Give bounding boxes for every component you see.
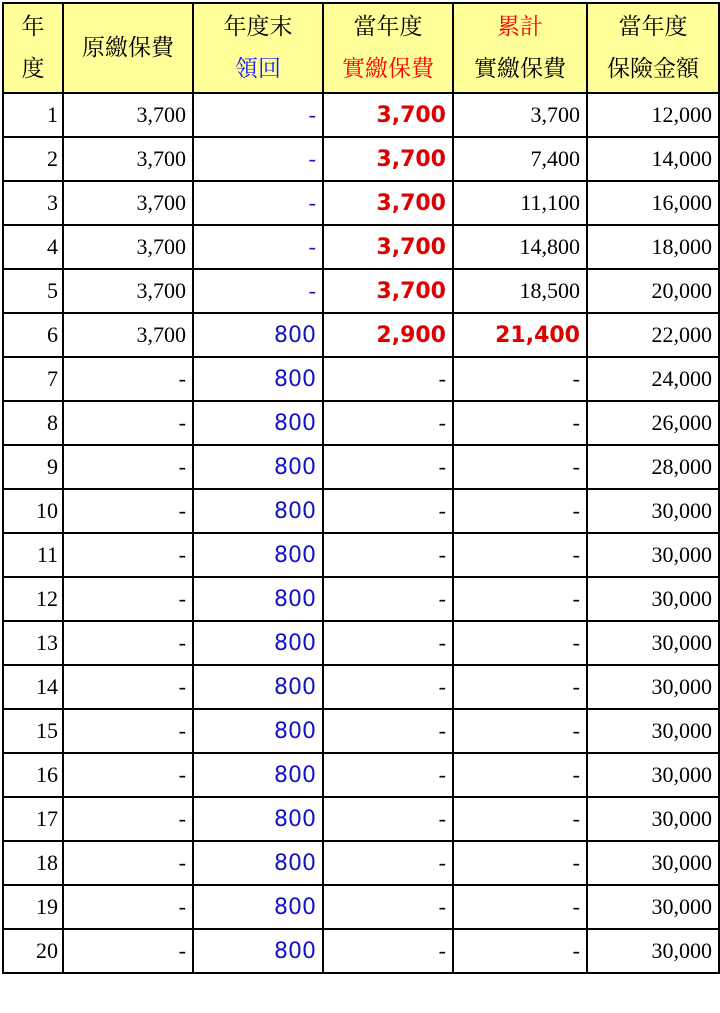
cell-current-insured-amount [587,797,719,841]
cell-current-actual-premium-value: - [438,410,446,435]
cell-cumulative-actual-premium [453,753,587,797]
header-original-premium [63,3,193,93]
cell-current-insured-amount [587,313,719,357]
cell-original-premium [63,445,193,489]
cell-current-actual-premium-value: 3,700 [376,235,446,260]
cell-original-premium-value: - [178,718,186,743]
cell-year-end-refund-value: 800 [274,411,316,436]
header-original-premium-label: 原繳保費 [82,35,174,61]
cell-year-value: 2 [47,146,58,171]
cell-cumulative-actual-premium [453,357,587,401]
cell-original-premium [63,357,193,401]
cell-original-premium-value: 3,700 [136,278,186,303]
cell-year-end-refund-value: 800 [274,851,316,876]
cell-current-insured-amount-value: 30,000 [651,586,712,611]
cell-year [3,533,63,577]
cell-cumulative-actual-premium [453,797,587,841]
table-row [3,577,719,621]
cell-original-premium-value: 3,700 [136,190,186,215]
table-row [3,533,719,577]
header-current-insured-amount [587,3,719,93]
cell-cumulative-actual-premium-value: - [572,366,580,391]
cell-original-premium-value: - [178,894,186,919]
cell-year-value: 9 [47,454,58,479]
cell-year-end-refund [193,885,323,929]
cell-cumulative-actual-premium [453,181,587,225]
cell-year-end-refund-value: 800 [274,719,316,744]
cell-cumulative-actual-premium [453,577,587,621]
cell-cumulative-actual-premium-value: - [572,630,580,655]
cell-year [3,709,63,753]
header-cumulative-line2: 實繳保費 [474,56,566,82]
cell-current-actual-premium [323,885,453,929]
cell-cumulative-actual-premium-value: - [572,850,580,875]
cell-year-value: 11 [36,542,58,567]
cell-original-premium-value: 3,700 [136,102,186,127]
cell-year [3,621,63,665]
cell-original-premium [63,753,193,797]
cell-current-actual-premium [323,797,453,841]
cell-cumulative-actual-premium [453,401,587,445]
cell-original-premium [63,225,193,269]
cell-current-actual-premium-value: - [438,762,446,787]
header-year-end-refund-line1: 年度末 [223,14,293,40]
cell-year-end-refund-value: - [308,278,316,303]
cell-current-insured-amount [587,533,719,577]
cell-current-actual-premium [323,929,453,973]
cell-current-insured-amount-value: 16,000 [651,190,712,215]
header-year [3,3,63,93]
cell-current-actual-premium [323,841,453,885]
cell-current-actual-premium [323,709,453,753]
cell-current-actual-premium-value: - [438,718,446,743]
cell-current-actual-premium-value: 3,700 [376,191,446,216]
cell-original-premium [63,181,193,225]
cell-cumulative-actual-premium-value: 3,700 [530,102,580,127]
cell-original-premium-value: - [178,586,186,611]
cell-cumulative-actual-premium-value: - [572,498,580,523]
cell-current-actual-premium [323,621,453,665]
cell-current-insured-amount [587,929,719,973]
cell-current-insured-amount [587,489,719,533]
cell-original-premium-value: - [178,454,186,479]
table-row [3,225,719,269]
cell-year-end-refund [193,797,323,841]
cell-current-actual-premium-value: - [438,586,446,611]
cell-year-value: 13 [36,630,58,655]
cell-year-end-refund [193,313,323,357]
cell-year-end-refund-value: 800 [274,939,316,964]
cell-year-end-refund [193,225,323,269]
cell-cumulative-actual-premium-value: - [572,674,580,699]
cell-cumulative-actual-premium-value: 21,400 [495,323,580,348]
cell-original-premium [63,533,193,577]
table-row [3,709,719,753]
cell-current-insured-amount [587,181,719,225]
table-row [3,665,719,709]
table-row [3,313,719,357]
cell-current-actual-premium-value: - [438,542,446,567]
table-row [3,93,719,137]
cell-cumulative-actual-premium-value: - [572,586,580,611]
header-cumulative-line1: 累計 [497,14,543,40]
cell-cumulative-actual-premium [453,533,587,577]
header-year-end-refund-line2: 領回 [235,56,281,82]
cell-year-value: 10 [36,498,58,523]
cell-original-premium-value: 3,700 [136,322,186,347]
cell-year-value: 20 [36,938,58,963]
table-row [3,621,719,665]
header-current-actual-premium-line2: 實繳保費 [342,56,434,82]
cell-original-premium [63,489,193,533]
header-insured-line2: 保險金額 [607,56,699,82]
cell-cumulative-actual-premium [453,665,587,709]
cell-original-premium-value: - [178,938,186,963]
cell-original-premium-value: - [178,630,186,655]
cell-original-premium [63,885,193,929]
cell-year-end-refund-value: 800 [274,763,316,788]
cell-current-insured-amount [587,577,719,621]
cell-current-insured-amount-value: 22,000 [651,322,712,347]
cell-current-actual-premium-value: - [438,806,446,831]
cell-cumulative-actual-premium-value: - [572,718,580,743]
cell-cumulative-actual-premium-value: 14,800 [519,234,580,259]
table-row [3,357,719,401]
cell-cumulative-actual-premium-value: - [572,806,580,831]
cell-current-actual-premium [323,665,453,709]
cell-cumulative-actual-premium-value: - [572,762,580,787]
cell-current-actual-premium [323,753,453,797]
cell-current-insured-amount-value: 24,000 [651,366,712,391]
cell-year-end-refund [193,533,323,577]
cell-cumulative-actual-premium-value: - [572,894,580,919]
cell-year-end-refund-value: 800 [274,631,316,656]
cell-year-end-refund [193,93,323,137]
cell-current-actual-premium [323,533,453,577]
cell-current-insured-amount-value: 26,000 [651,410,712,435]
cell-year [3,137,63,181]
cell-current-actual-premium-value: - [438,674,446,699]
cell-cumulative-actual-premium [453,269,587,313]
cell-original-premium [63,709,193,753]
cell-year-value: 4 [47,234,58,259]
cell-current-actual-premium-value: 2,900 [376,323,446,348]
cell-year-value: 16 [36,762,58,787]
cell-year [3,797,63,841]
cell-current-actual-premium-value: - [438,850,446,875]
cell-current-actual-premium-value: - [438,938,446,963]
cell-current-insured-amount [587,709,719,753]
cell-current-insured-amount-value: 12,000 [651,102,712,127]
cell-cumulative-actual-premium [453,93,587,137]
cell-year-end-refund-value: 800 [274,323,316,348]
cell-year [3,357,63,401]
cell-current-actual-premium [323,93,453,137]
cell-year-end-refund-value: 800 [274,499,316,524]
cell-cumulative-actual-premium [453,313,587,357]
cell-current-insured-amount [587,753,719,797]
cell-year-end-refund [193,709,323,753]
cell-current-insured-amount [587,137,719,181]
cell-year-value: 3 [47,190,58,215]
cell-year [3,577,63,621]
cell-original-premium-value: - [178,542,186,567]
cell-year-end-refund [193,665,323,709]
cell-cumulative-actual-premium-value: - [572,454,580,479]
cell-original-premium-value: - [178,674,186,699]
cell-year-value: 5 [47,278,58,303]
cell-year [3,841,63,885]
cell-original-premium [63,841,193,885]
cell-current-insured-amount-value: 30,000 [651,674,712,699]
cell-current-insured-amount-value: 30,000 [651,894,712,919]
cell-current-insured-amount [587,93,719,137]
cell-cumulative-actual-premium-value: - [572,938,580,963]
cell-original-premium-value: - [178,410,186,435]
cell-year-end-refund [193,621,323,665]
cell-year-value: 7 [47,366,58,391]
cell-current-actual-premium-value: 3,700 [376,279,446,304]
cell-cumulative-actual-premium [453,885,587,929]
cell-current-insured-amount [587,357,719,401]
header-year-line1: 年 [21,14,45,40]
cell-current-insured-amount-value: 30,000 [651,938,712,963]
table-row [3,885,719,929]
header-insured-line1: 當年度 [618,14,688,40]
table-row [3,841,719,885]
cell-original-premium-value: - [178,762,186,787]
cell-year [3,753,63,797]
cell-current-actual-premium-value: - [438,894,446,919]
cell-year [3,885,63,929]
cell-year-end-refund-value: - [308,234,316,259]
header-current-actual-premium-line1: 當年度 [353,14,423,40]
cell-current-actual-premium-value: - [438,630,446,655]
cell-cumulative-actual-premium [453,445,587,489]
table-row [3,797,719,841]
table-row [3,181,719,225]
cell-year-value: 12 [36,586,58,611]
cell-year [3,489,63,533]
premium-schedule-table [2,2,720,974]
table-body [3,93,719,973]
cell-original-premium-value: - [178,806,186,831]
cell-current-actual-premium-value: - [438,454,446,479]
cell-current-actual-premium [323,181,453,225]
cell-current-insured-amount [587,269,719,313]
cell-year-end-refund [193,445,323,489]
cell-year-end-refund-value: - [308,146,316,171]
cell-year-end-refund-value: - [308,190,316,215]
cell-year-value: 14 [36,674,58,699]
table-row [3,445,719,489]
cell-current-actual-premium-value: 3,700 [376,103,446,128]
cell-current-insured-amount [587,665,719,709]
cell-cumulative-actual-premium [453,841,587,885]
cell-year-end-refund [193,577,323,621]
cell-current-actual-premium-value: 3,700 [376,147,446,172]
cell-current-insured-amount-value: 30,000 [651,542,712,567]
cell-year-end-refund-value: - [308,102,316,127]
cell-year [3,401,63,445]
table-header [3,3,719,93]
cell-year [3,445,63,489]
cell-year-end-refund [193,137,323,181]
cell-current-actual-premium [323,577,453,621]
cell-current-insured-amount-value: 20,000 [651,278,712,303]
table-row [3,489,719,533]
cell-original-premium [63,401,193,445]
cell-cumulative-actual-premium [453,929,587,973]
cell-current-actual-premium [323,137,453,181]
cell-original-premium-value: 3,700 [136,146,186,171]
cell-year [3,665,63,709]
cell-current-insured-amount [587,401,719,445]
header-year-end-refund [193,3,323,93]
cell-cumulative-actual-premium [453,621,587,665]
cell-original-premium [63,797,193,841]
cell-current-actual-premium-value: - [438,498,446,523]
cell-current-actual-premium [323,225,453,269]
cell-current-insured-amount-value: 30,000 [651,630,712,655]
cell-current-actual-premium-value: - [438,366,446,391]
cell-year-end-refund [193,489,323,533]
cell-year-value: 8 [47,410,58,435]
header-year-line2: 度 [21,56,45,82]
cell-year [3,181,63,225]
cell-year-end-refund [193,357,323,401]
cell-current-actual-premium [323,401,453,445]
cell-year [3,93,63,137]
cell-cumulative-actual-premium-value: 18,500 [519,278,580,303]
cell-original-premium-value: - [178,498,186,523]
cell-current-insured-amount-value: 30,000 [651,718,712,743]
cell-year-end-refund-value: 800 [274,587,316,612]
cell-original-premium [63,313,193,357]
cell-year-value: 17 [36,806,58,831]
cell-year [3,269,63,313]
cell-year-end-refund-value: 800 [274,807,316,832]
cell-original-premium-value: - [178,850,186,875]
cell-current-insured-amount [587,841,719,885]
cell-year [3,929,63,973]
cell-year-value: 15 [36,718,58,743]
cell-cumulative-actual-premium-value: - [572,542,580,567]
cell-year-end-refund [193,269,323,313]
cell-original-premium [63,665,193,709]
table-row [3,753,719,797]
cell-year-end-refund [193,181,323,225]
cell-cumulative-actual-premium [453,225,587,269]
cell-cumulative-actual-premium-value: 7,400 [530,146,580,171]
cell-current-insured-amount [587,445,719,489]
cell-year-value: 1 [47,102,58,127]
cell-current-actual-premium [323,445,453,489]
cell-current-actual-premium [323,357,453,401]
cell-original-premium [63,621,193,665]
cell-original-premium [63,137,193,181]
cell-year-end-refund-value: 800 [274,675,316,700]
cell-cumulative-actual-premium [453,489,587,533]
cell-cumulative-actual-premium-value: 11,100 [520,190,580,215]
cell-current-insured-amount-value: 30,000 [651,806,712,831]
cell-current-insured-amount-value: 30,000 [651,498,712,523]
header-cumulative-actual-premium [453,3,587,93]
table-row [3,269,719,313]
cell-year-end-refund [193,401,323,445]
cell-year-end-refund [193,753,323,797]
cell-year-value: 19 [36,894,58,919]
cell-year-end-refund-value: 800 [274,455,316,480]
cell-original-premium [63,577,193,621]
cell-cumulative-actual-premium-value: - [572,410,580,435]
cell-cumulative-actual-premium [453,137,587,181]
cell-current-insured-amount-value: 30,000 [651,850,712,875]
cell-year-end-refund [193,929,323,973]
cell-original-premium-value: - [178,366,186,391]
cell-year-end-refund [193,841,323,885]
header-current-actual-premium [323,3,453,93]
table-row [3,137,719,181]
cell-current-actual-premium [323,269,453,313]
cell-year [3,225,63,269]
cell-original-premium [63,269,193,313]
table-row [3,401,719,445]
cell-original-premium [63,93,193,137]
cell-year-value: 18 [36,850,58,875]
cell-current-actual-premium [323,489,453,533]
cell-cumulative-actual-premium [453,709,587,753]
cell-current-insured-amount [587,885,719,929]
cell-current-insured-amount [587,225,719,269]
cell-current-actual-premium [323,313,453,357]
table-row [3,929,719,973]
cell-year-end-refund-value: 800 [274,543,316,568]
cell-year-value: 6 [47,322,58,347]
cell-original-premium-value: 3,700 [136,234,186,259]
cell-current-insured-amount-value: 14,000 [651,146,712,171]
cell-original-premium [63,929,193,973]
cell-current-insured-amount-value: 18,000 [651,234,712,259]
cell-year-end-refund-value: 800 [274,367,316,392]
cell-current-insured-amount-value: 30,000 [651,762,712,787]
cell-current-insured-amount-value: 28,000 [651,454,712,479]
cell-year [3,313,63,357]
cell-year-end-refund-value: 800 [274,895,316,920]
cell-current-insured-amount [587,621,719,665]
